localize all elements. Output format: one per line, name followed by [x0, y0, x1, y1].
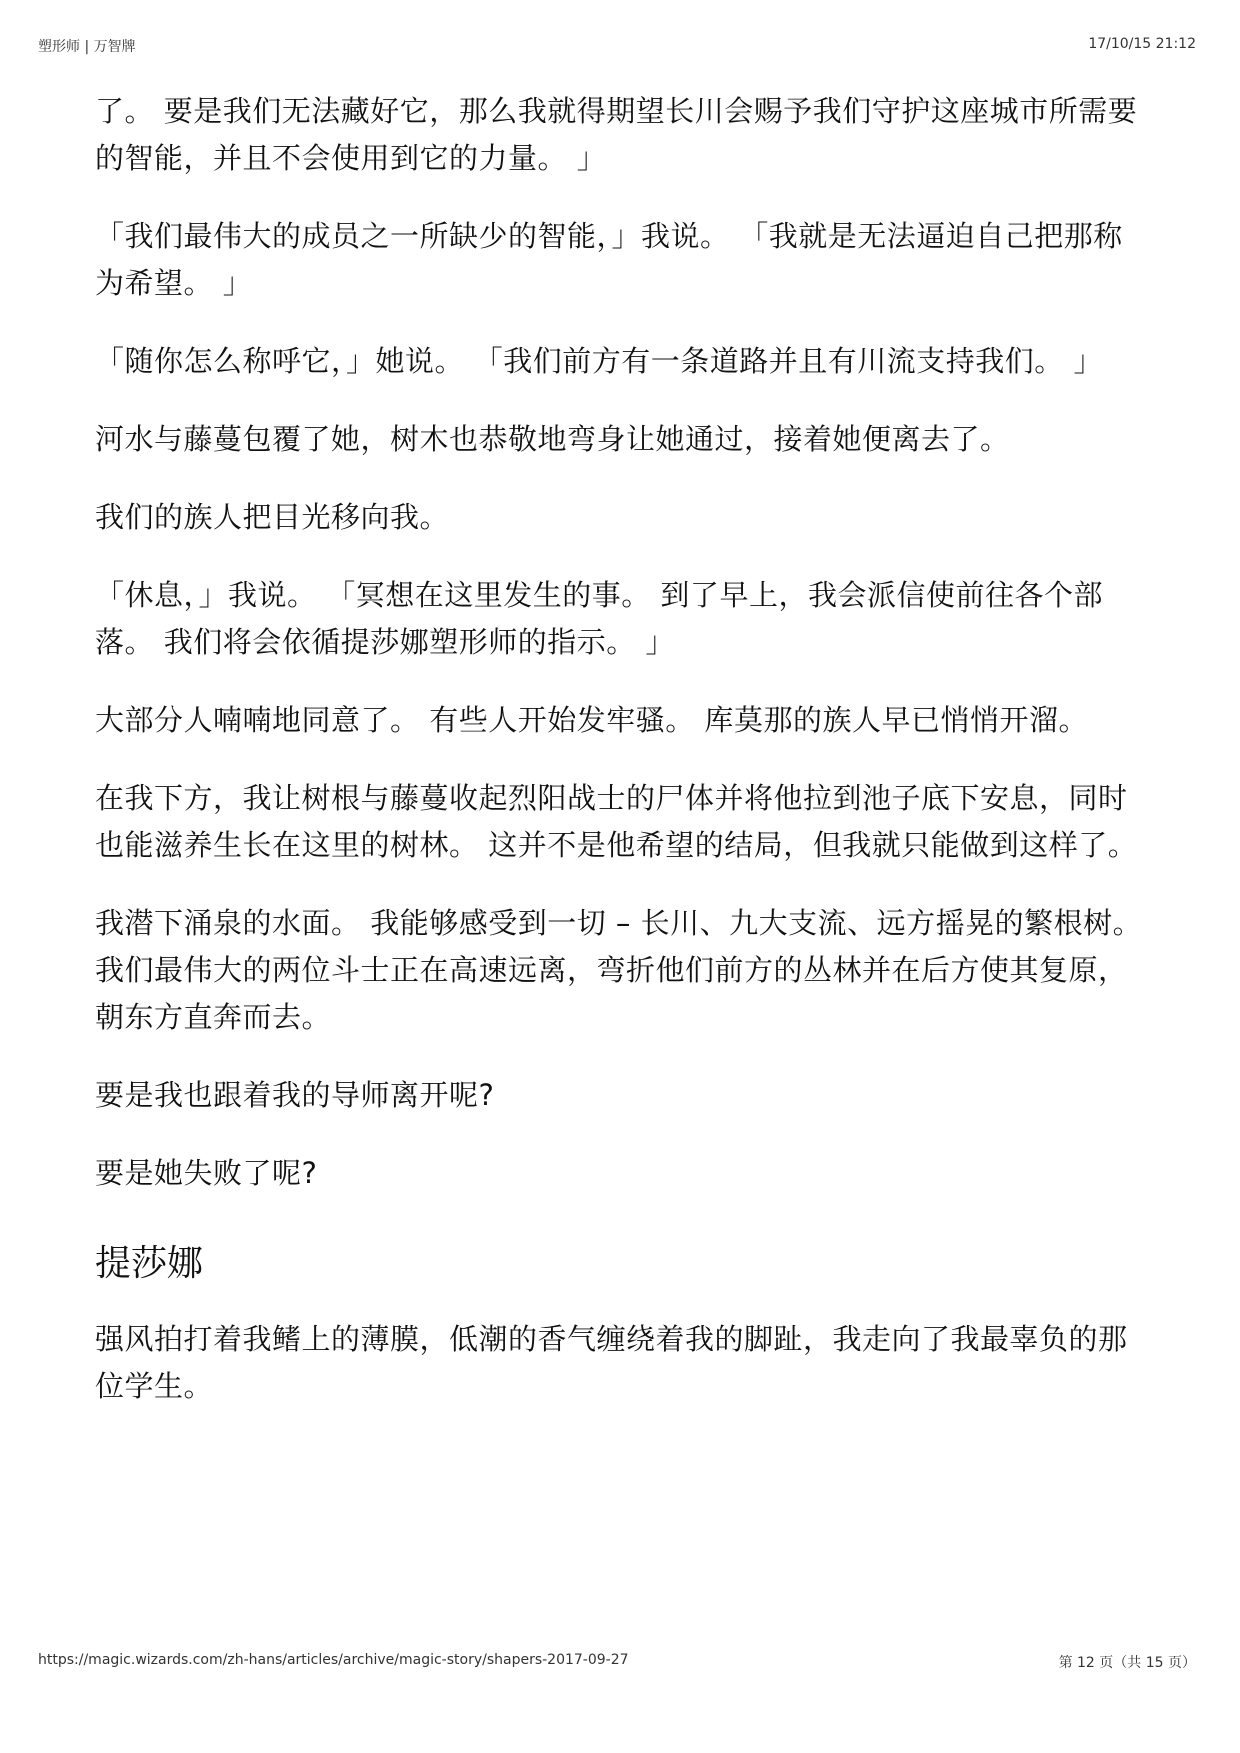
paragraph: 在我下方，我让树根与藤蔓收起烈阳战士的尸体并将他拉到池子底下安息，同时也能滋养生长在这里的树林。 这并不是他希望的结局，但我就只能做到这样了。 [95, 781, 1138, 862]
paragraph: 我们的族人把目光移向我。 [95, 500, 450, 534]
section-heading: 提莎娜 [95, 1243, 204, 1284]
paragraph: 河水与藤蔓包覆了她，树木也恭敬地弯身让她通过，接着她便离去了。 [95, 422, 1010, 456]
paragraph: 「我们最伟大的成员之一所缺少的智能，」我说。 「我就是无法逼迫自己把那称为希望。 」 [95, 219, 1123, 300]
page-title: 塑形师 | 万智牌 [38, 39, 136, 55]
print-datetime: 17/10/15 21:12 [1088, 36, 1196, 52]
source-url: https://magic.wizards.com/zh-hans/articles/archive/magic-story/shapers-2017-09-27 [38, 1652, 629, 1668]
paragraph: 要是我也跟着我的导师离开呢? [95, 1078, 495, 1112]
paragraph: 要是她失败了呢? [95, 1156, 318, 1190]
paragraph: 了。 要是我们无法藏好它，那么我就得期望长川会赐予我们守护这座城市所需要的智能，并且不会使用到它的力量。 」 [95, 94, 1138, 175]
paragraph: 「休息，」我说。 「冥想在这里发生的事。 到了早上，我会派信使前往各个部落。 我们将会依循提莎娜塑形师的指示。 」 [95, 578, 1103, 659]
paragraph: 大部分人喃喃地同意了。 有些人开始发牢骚。 库莫那的族人早已悄悄开溜。 [95, 703, 1088, 737]
paragraph: 强风拍打着我鳍上的薄膜，低潮的香气缠绕着我的脚趾，我走向了我最辜负的那位学生。 [95, 1322, 1128, 1403]
page-header [38, 36, 1196, 56]
page-indicator: 第 12 页（共 15 页） [1058, 1655, 1196, 1671]
page-footer [38, 1652, 1196, 1672]
paragraph: 我潜下涌泉的水面。 我能够感受到一切 – 长川、九大支流、远方摇晃的繁根树。 我们最伟大的两位斗士正在高速远离，弯折他们前方的丛林并在后方使其复原，朝东方直奔而去。 [95, 906, 1143, 1034]
article-body [95, 88, 1145, 1441]
paragraph: 「随你怎么称呼它，」她说。 「我们前方有一条道路并且有川流支持我们。 」 [95, 344, 1103, 378]
